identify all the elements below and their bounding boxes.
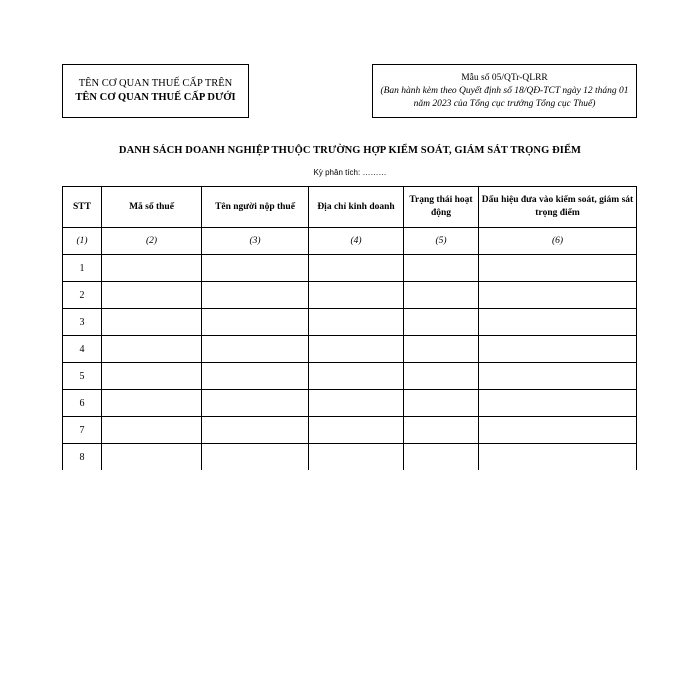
row-number: 2 [63, 282, 102, 309]
cell-business-address [309, 417, 404, 444]
cell-business-address [309, 444, 404, 471]
cell-business-address [309, 336, 404, 363]
cell-taxpayer-name [202, 417, 309, 444]
table-row [63, 255, 637, 282]
enterprise-table [62, 186, 637, 470]
row-number: 1 [63, 255, 102, 282]
cell-tax-code [102, 417, 202, 444]
cell-operating-status [404, 444, 479, 471]
column-number: (1) [63, 228, 102, 255]
cell-monitoring-signs [479, 417, 637, 444]
table-row [63, 444, 637, 471]
cell-monitoring-signs [479, 390, 637, 417]
column-number: (2) [102, 228, 202, 255]
cell-taxpayer-name [202, 309, 309, 336]
agency-lower: TÊN CƠ QUAN THUẾ CẤP DƯỚI [75, 92, 236, 103]
cell-tax-code [102, 363, 202, 390]
cell-operating-status [404, 282, 479, 309]
cell-operating-status [404, 390, 479, 417]
row-number: 7 [63, 417, 102, 444]
table-row [63, 363, 637, 390]
cell-business-address [309, 255, 404, 282]
header-taxpayer-name: Tên người nộp thuế [202, 187, 309, 228]
row-number: 8 [63, 444, 102, 471]
cell-operating-status [404, 336, 479, 363]
table-row [63, 390, 637, 417]
cell-business-address [309, 363, 404, 390]
cell-monitoring-signs [479, 363, 637, 390]
table-row [63, 417, 637, 444]
header-monitoring-signs: Dấu hiệu đưa vào kiểm soát, giám sát trọng điểm [479, 187, 637, 228]
table-row [63, 282, 637, 309]
column-number: (5) [404, 228, 479, 255]
cell-tax-code [102, 336, 202, 363]
column-number: (3) [202, 228, 309, 255]
row-number: 4 [63, 336, 102, 363]
cell-tax-code [102, 390, 202, 417]
row-number: 5 [63, 363, 102, 390]
cell-monitoring-signs [479, 255, 637, 282]
column-number: (6) [479, 228, 637, 255]
header-tax-code: Mã số thuế [102, 187, 202, 228]
row-number: 6 [63, 390, 102, 417]
cell-tax-code [102, 255, 202, 282]
cell-business-address [309, 309, 404, 336]
cell-operating-status [404, 309, 479, 336]
row-number: 3 [63, 309, 102, 336]
cell-monitoring-signs [479, 309, 637, 336]
agency-box [62, 64, 249, 118]
table-row [63, 309, 637, 336]
column-number-row [63, 228, 637, 255]
cell-monitoring-signs [479, 444, 637, 471]
cell-taxpayer-name [202, 444, 309, 471]
header-business-address: Địa chỉ kinh doanh [309, 187, 404, 228]
table-row [63, 336, 637, 363]
document-title: DANH SÁCH DOANH NGHIỆP THUỘC TRƯỜNG HỢP KIỂM SOÁT, GIÁM SÁT TRỌNG ĐIỂM [118, 145, 582, 156]
cell-tax-code [102, 309, 202, 336]
form-number: Mẫu số 05/QTr-QLRR [461, 72, 548, 83]
table-header-row [63, 187, 637, 228]
cell-operating-status [404, 255, 479, 282]
cell-tax-code [102, 282, 202, 309]
cell-monitoring-signs [479, 282, 637, 309]
analysis-period: Kỳ phân tích: ……… [313, 168, 387, 177]
cell-taxpayer-name [202, 363, 309, 390]
cell-business-address [309, 390, 404, 417]
cell-operating-status [404, 417, 479, 444]
cell-taxpayer-name [202, 336, 309, 363]
header-operating-status: Trạng thái hoạt động [404, 187, 479, 228]
cell-business-address [309, 282, 404, 309]
issued-note: (Ban hành kèm theo Quyết định số 18/QĐ-TCT ngày 12 tháng 01 năm 2023 của Tổng cục trưởng Tổng cục Thuế) [380, 85, 629, 109]
cell-tax-code [102, 444, 202, 471]
cell-operating-status [404, 363, 479, 390]
agency-upper: TÊN CƠ QUAN THUẾ CẤP TRÊN [78, 78, 233, 89]
cell-taxpayer-name [202, 390, 309, 417]
cell-taxpayer-name [202, 255, 309, 282]
cell-monitoring-signs [479, 336, 637, 363]
header-stt: STT [63, 187, 102, 228]
column-number: (4) [309, 228, 404, 255]
cell-taxpayer-name [202, 282, 309, 309]
form-info-box [372, 64, 637, 118]
